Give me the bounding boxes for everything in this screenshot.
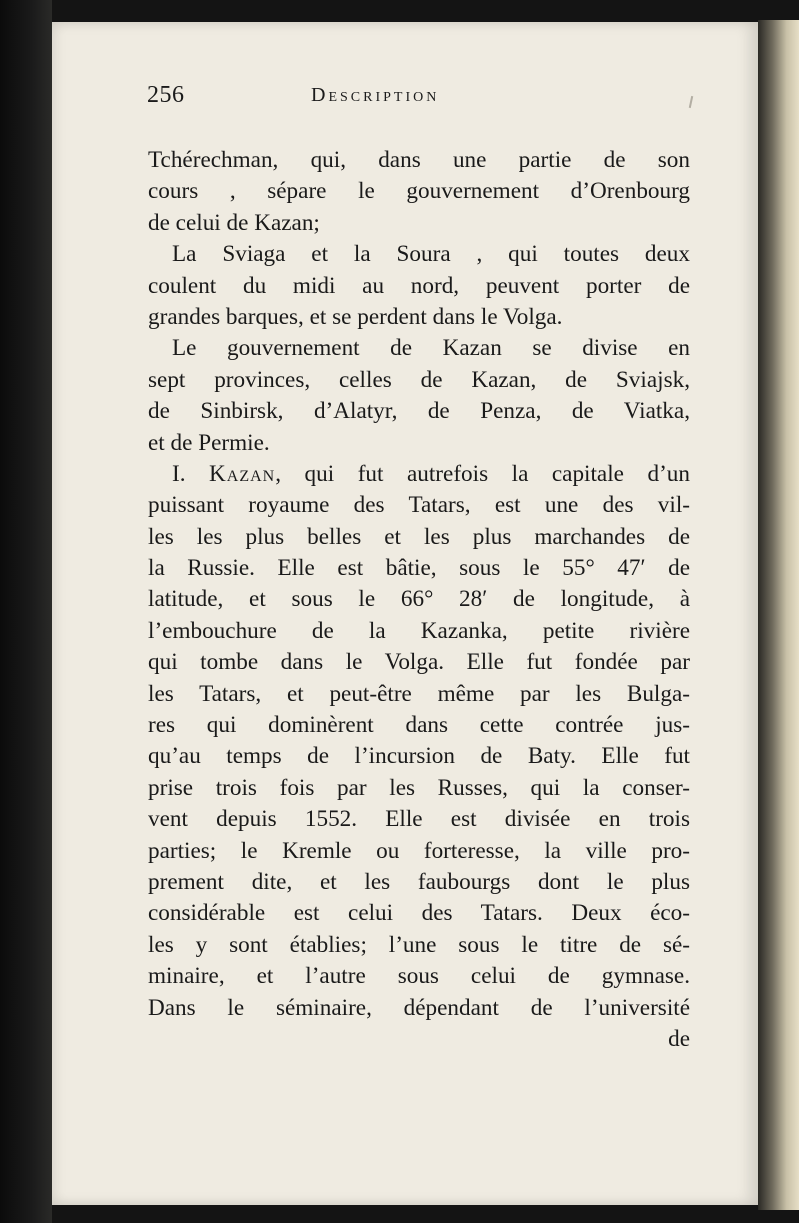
text-line: res qui dominèrent dans cette contrée jus- (148, 712, 690, 739)
text-line-section-start (148, 459, 690, 490)
page-edge (758, 20, 799, 1210)
text-line: considérable est celui des Tatars. Deux éco- (148, 900, 690, 927)
text-line: l’embouchure de la Kazanka, petite rivière (148, 617, 690, 644)
text-line: cours , sépare le gouvernement d’Orenbourg (148, 178, 690, 205)
text-line-rest: , qui fut autrefois la capitale d’un (275, 460, 690, 487)
text-line: prement dite, et les faubourgs dont le plus (148, 868, 690, 895)
text-line: minaire, et l’autre sous celui de gymnase. (148, 963, 690, 990)
text-line: les Tatars, et peut-être même par les Bulga- (148, 680, 690, 707)
text-line: Le gouvernement de Kazan se divise en (172, 335, 690, 362)
catchword: de (668, 1025, 690, 1052)
text-line: vent depuis 1552. Elle est divisée en trois (148, 806, 690, 833)
text-line: latitude, et sous le 66° 28′ de longitude, à (148, 586, 690, 613)
text-line: coulent du midi au nord, peuvent porter de (148, 272, 690, 299)
text-line: les y sont établies; l’une sous le titre de sé- (148, 931, 690, 958)
section-name: Kazan (209, 460, 276, 487)
text-line: La Sviaga et la Soura , qui toutes deux (172, 241, 690, 268)
running-title: Description (311, 84, 440, 106)
text-line: puissant royaume des Tatars, est une des vil- (148, 492, 690, 519)
page-header (147, 82, 647, 122)
text-line: prise trois fois par les Russes, qui la conser- (148, 774, 690, 801)
text-line: de Sinbirsk, d’Alatyr, de Penza, de Viatka, (148, 398, 690, 425)
text-line: sept provinces, celles de Kazan, de Sviajsk, (148, 366, 690, 393)
text-line: qu’au temps de l’incursion de Baty. Elle fut (148, 743, 690, 770)
text-line: les les plus belles et les plus marchandes de (148, 523, 690, 550)
text-line: et de Permie. (148, 429, 270, 456)
text-line: Tchérechman, qui, dans une partie de son (148, 147, 690, 173)
page-number: 256 (147, 82, 185, 108)
text-line: grandes barques, et se perdent dans le Volga. (148, 303, 563, 330)
text-line: de celui de Kazan; (148, 209, 320, 236)
text-line: Dans le séminaire, dépendant de l’université (148, 994, 690, 1021)
book-gutter-shadow (0, 0, 52, 1223)
text-line: parties; le Kremle ou forteresse, la ville pro- (148, 837, 690, 864)
text-line: la Russie. Elle est bâtie, sous le 55° 47′ de (148, 555, 690, 582)
section-numeral: I. (172, 460, 210, 487)
body-text (148, 145, 690, 1055)
text-line: qui tombe dans le Volga. Elle fut fondée par (148, 649, 690, 676)
